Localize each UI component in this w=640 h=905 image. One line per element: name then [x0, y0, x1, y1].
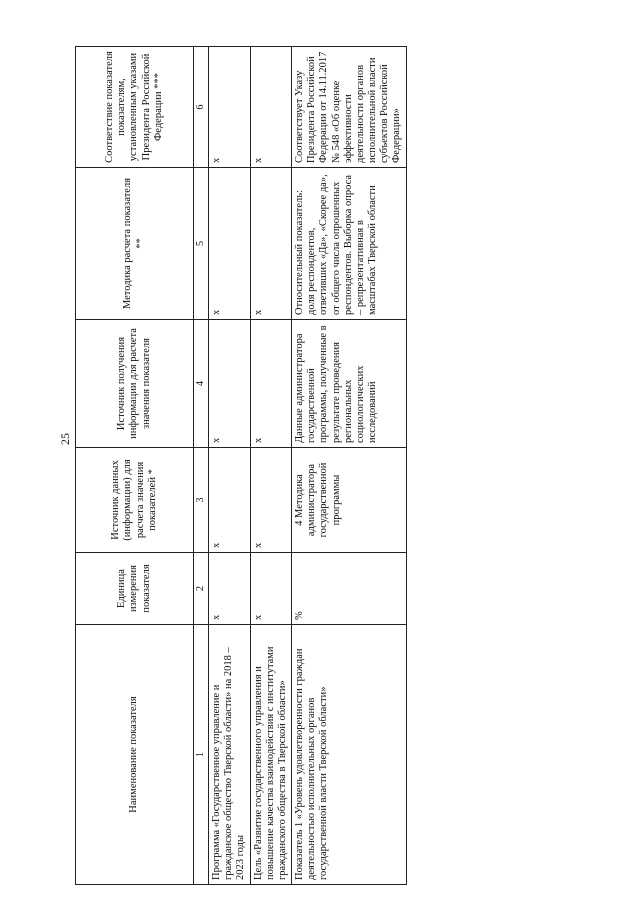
- column-number: 1: [194, 625, 209, 885]
- header-indicator-name: Наименование показателя: [76, 625, 194, 885]
- row-name: Цель «Развитие государственного управления и повышение качества взаимодействия с институтами гражданского общества в Тверской области»: [250, 625, 292, 885]
- column-number: 6: [194, 47, 209, 168]
- column-number: 2: [194, 553, 209, 625]
- header-unit: Единица измерения показателя: [76, 553, 194, 625]
- row-cell: Относительный показатель: доля респондентов, ответивших «Да», «Скорее да», от общего числа опрошенных респондентов. Выборка опроса – репрезентативная в масштабах Тверской области: [292, 168, 407, 320]
- indicators-table: [75, 47, 403, 885]
- header-info-source: Источник получения информации для расчета значения показателя: [76, 320, 194, 448]
- column-number-row: [194, 47, 209, 885]
- row-cell: x: [250, 47, 292, 168]
- row-cell: %: [292, 553, 407, 625]
- column-number: 4: [194, 320, 209, 448]
- row-cell: x: [250, 168, 292, 320]
- row-cell: x: [209, 47, 251, 168]
- row-cell: x: [250, 448, 292, 553]
- row-cell: x: [209, 553, 251, 625]
- row-cell: x: [209, 320, 251, 448]
- table-header-row: [76, 47, 194, 885]
- row-name: Показатель 1 «Уровень удовлетворенности граждан деятельностью исполнительных органов государственной власти Тверской области»: [292, 625, 407, 885]
- header-method: Методика расчета показателя **: [76, 168, 194, 320]
- table-row: [250, 47, 292, 885]
- table-row: [292, 47, 407, 885]
- column-number: 5: [194, 168, 209, 320]
- header-data-source: Источник данных (информации) для расчета значения показателей *: [76, 448, 194, 553]
- row-cell: Данные администратора государственной программы, полученные в результате проведения региональных социологических исследований: [292, 320, 407, 448]
- table-row: [209, 47, 251, 885]
- row-cell: x: [209, 448, 251, 553]
- row-cell: x: [250, 553, 292, 625]
- row-cell: 4 Методика администратора государственной программы: [292, 448, 407, 553]
- page-number: 25: [58, 433, 72, 445]
- row-cell: x: [209, 168, 251, 320]
- row-cell: x: [250, 320, 292, 448]
- header-compliance: Соответствие показателя показателям, установленным указами Президента Российской Федерации ***: [76, 47, 194, 168]
- column-number: 3: [194, 448, 209, 553]
- row-name: Программа «Государственное управление и гражданское общество Тверской области» на 2018 – 2023 годы: [209, 625, 251, 885]
- row-cell: Соответствует Указу Президента Российской Федерации от 14.11.2017 № 548 «Об оценке эффективности деятельности органов исполнительной власти субъектов Российской Федерации»: [292, 47, 407, 168]
